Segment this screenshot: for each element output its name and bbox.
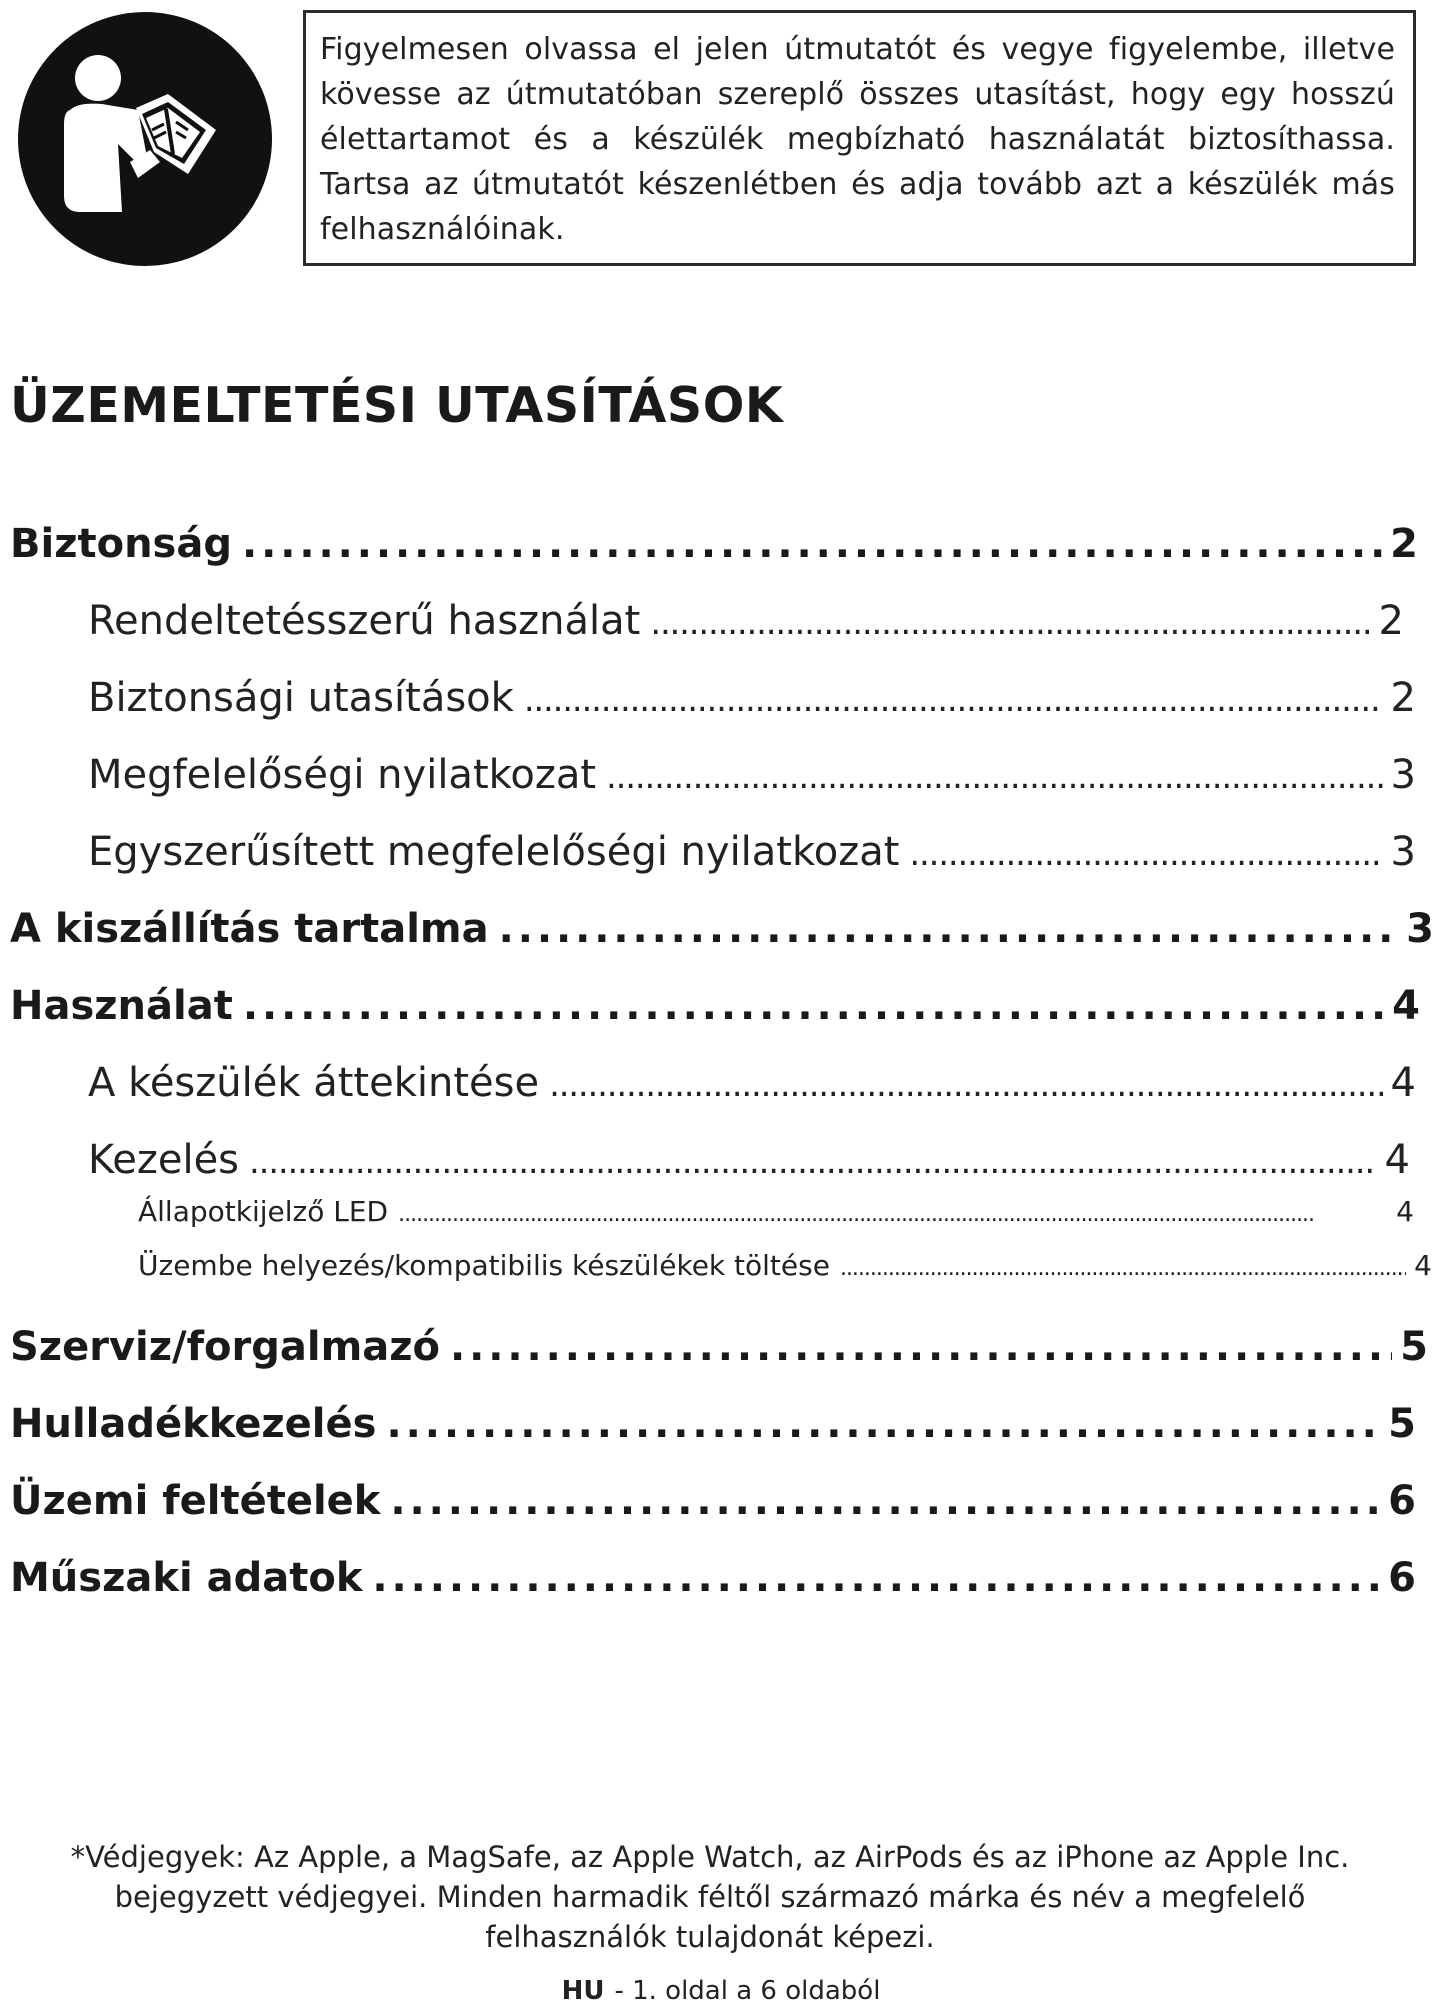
trademark-line: *Védjegyek: Az Apple, a MagSafe, az Apple Watch, az AirPods és az iPhone az Apple Inc. bbox=[70, 1840, 1350, 1874]
toc-entry[interactable] bbox=[88, 1057, 1416, 1109]
toc-entry[interactable] bbox=[88, 595, 1404, 647]
toc-leader-dots bbox=[549, 1057, 1382, 1111]
toc-entry-page: 5 bbox=[1400, 1324, 1428, 1370]
toc-entry[interactable] bbox=[10, 1321, 1428, 1373]
toc-entry[interactable] bbox=[10, 1475, 1416, 1527]
toc-entry-page: 3 bbox=[1406, 906, 1434, 952]
toc-entry-page: 6 bbox=[1388, 1555, 1416, 1601]
toc-entry[interactable] bbox=[10, 518, 1418, 570]
toc-entry[interactable] bbox=[138, 1193, 1414, 1231]
toc-leader-dots bbox=[909, 826, 1382, 880]
toc-entry-title: Szerviz/forgalmazó bbox=[10, 1324, 440, 1370]
toc-entry[interactable] bbox=[10, 980, 1420, 1032]
toc-entry-title: Egyszerűsített megfelelőségi nyilatkozat bbox=[88, 829, 900, 875]
toc-entry-title: Biztonsági utasítások bbox=[88, 675, 514, 721]
toc-leader-dots bbox=[840, 1247, 1406, 1288]
toc-leader-dots bbox=[398, 1193, 1388, 1234]
toc-leader-dots bbox=[372, 1552, 1380, 1604]
toc-entry[interactable] bbox=[138, 1247, 1432, 1285]
toc-entry-title: Üzembe helyezés/kompatibilis készülékek töltése bbox=[138, 1249, 830, 1282]
toc-entry-page: 3 bbox=[1390, 829, 1416, 875]
toc-leader-dots bbox=[390, 1475, 1380, 1527]
toc-entry-page: 4 bbox=[1392, 983, 1420, 1029]
toc-entry-title: Hulladékkezelés bbox=[10, 1401, 377, 1447]
language-code: HU bbox=[561, 1976, 605, 2006]
toc-entry-page: 4 bbox=[1384, 1137, 1410, 1183]
toc-entry-page: 6 bbox=[1388, 1478, 1416, 1524]
toc-entry[interactable] bbox=[88, 672, 1416, 724]
toc-entry-page: 5 bbox=[1388, 1401, 1416, 1447]
toc-entry-title: Kezelés bbox=[88, 1137, 240, 1183]
toc-entry-page: 2 bbox=[1378, 598, 1404, 644]
toc-leader-dots bbox=[243, 980, 1384, 1032]
toc-entry-title: Üzemi feltételek bbox=[10, 1478, 381, 1524]
toc-entry-title: Állapotkijelző LED bbox=[138, 1195, 389, 1228]
toc-entry-page: 4 bbox=[1396, 1195, 1414, 1228]
trademark-line: felhasználók tulajdonát képezi. bbox=[485, 1920, 935, 1954]
toc-leader-dots bbox=[650, 595, 1370, 649]
trademark-line: bejegyzett védjegyei. Minden harmadik féltől származó márka és név a megfelelő bbox=[114, 1880, 1306, 1914]
toc-entry[interactable] bbox=[10, 1398, 1416, 1450]
toc-entry-title: A készülék áttekintése bbox=[88, 1060, 540, 1106]
toc-leader-dots bbox=[249, 1134, 1377, 1188]
page-title: ÜZEMELTETÉSI UTASÍTÁSOK bbox=[10, 377, 784, 434]
toc-leader-dots bbox=[386, 1398, 1380, 1450]
toc-entry-title: Rendeltetésszerű használat bbox=[88, 598, 641, 644]
toc-leader-dots bbox=[242, 518, 1382, 570]
toc-entry-title: Megfelelőségi nyilatkozat bbox=[88, 752, 597, 798]
toc-entry-page: 4 bbox=[1390, 1060, 1416, 1106]
toc-entry[interactable] bbox=[10, 903, 1434, 955]
toc-leader-dots bbox=[450, 1321, 1392, 1373]
trademark-note bbox=[60, 1837, 1360, 1957]
toc-entry[interactable] bbox=[10, 1552, 1416, 1604]
page-number-label: - 1. oldal a 6 oldaból bbox=[614, 1976, 881, 2006]
toc-entry-page: 3 bbox=[1390, 752, 1416, 798]
toc-entry-page: 4 bbox=[1414, 1249, 1432, 1282]
toc-entry-page: 2 bbox=[1390, 521, 1418, 567]
toc-entry[interactable] bbox=[88, 749, 1416, 801]
toc-leader-dots bbox=[524, 672, 1383, 726]
toc-entry-title: Műszaki adatok bbox=[10, 1555, 363, 1601]
toc-leader-dots bbox=[499, 903, 1399, 955]
toc-entry-page: 2 bbox=[1390, 675, 1416, 721]
toc-entry[interactable] bbox=[88, 826, 1416, 878]
notice-text: Figyelmesen olvassa el jelen útmutatót és vegye figyelembe, illetve kövesse az útmutatóban szereplő összes utasítást, hogy egy hosszú élettartamot és a készülék megbízható használatát biztosíthassa. Tartsa az útmutatót készenlétben és adja tovább azt a készülék más felhasználóinak. bbox=[320, 32, 1395, 247]
toc-entry-title: Biztonság bbox=[10, 521, 232, 567]
toc-entry-title: A kiszállítás tartalma bbox=[10, 906, 489, 952]
page-footer bbox=[0, 1974, 1442, 2008]
toc-entry[interactable] bbox=[88, 1134, 1410, 1186]
toc-entry-title: Használat bbox=[10, 983, 233, 1029]
toc-leader-dots bbox=[606, 749, 1383, 803]
